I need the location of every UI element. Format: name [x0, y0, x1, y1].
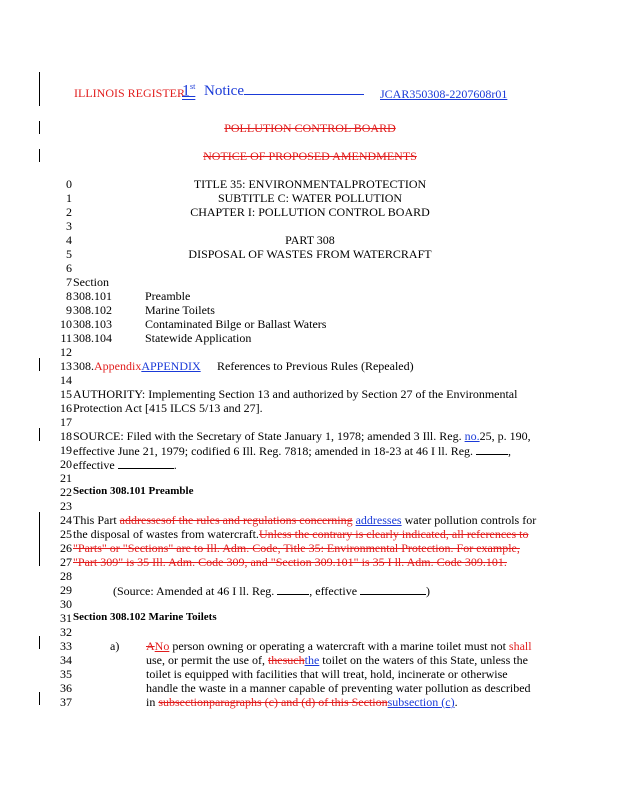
body-text: the disposal of wastes from watercraft.: [73, 527, 259, 541]
change-bar: [39, 72, 40, 106]
notice-underline: [244, 83, 364, 95]
line-number: 27: [60, 555, 72, 569]
inserted-text: APPENDIX: [141, 359, 201, 373]
source-line: effective June 21, 1979; codified 6 Ill. Reg. 7818; amended in 18-23 at 46 I ll. Reg. ,: [73, 444, 512, 458]
line-number: 17: [60, 415, 72, 429]
body-text: .: [454, 695, 458, 709]
title-line: TITLE 35: ENVIRONMENTALPROTECTION: [193, 177, 427, 191]
source-text: 25, p. 190,: [479, 429, 531, 443]
board-name: POLLUTION CONTROL BOARD: [224, 121, 396, 135]
deleted-text: addressesof the rules and regulations concerning: [119, 513, 353, 527]
deleted-text: "Part 309" is 35 Ill. Adm. Code 309, and "Section 309.101" is 35 I ll. Adm. Code 309.101.: [73, 555, 507, 569]
line-number: 24: [60, 513, 72, 527]
inserted-text: no.: [464, 429, 480, 443]
toc-item-number: 308.101: [73, 289, 112, 303]
sec102-line: [146, 653, 528, 668]
toc-item-name: Preamble: [145, 289, 191, 303]
notice-word: Notice: [204, 83, 244, 99]
line-number: 35: [60, 667, 72, 681]
sec102-line: [146, 639, 532, 654]
chapter-line: CHAPTER I: POLLUTION CONTROL BOARD: [190, 205, 430, 219]
blank-field: [476, 443, 508, 455]
authority-line: Protection Act [415 ILCS 5/13 and 27].: [73, 401, 263, 415]
inserted-text: subsection (c): [387, 695, 455, 709]
notice-marker: [182, 82, 195, 100]
body-text: toilet on the waters of this State, unless the: [322, 653, 528, 667]
line-number: 8: [66, 289, 72, 303]
line-number: 9: [66, 303, 72, 317]
change-bar: [39, 121, 40, 134]
body-text: ): [426, 584, 431, 598]
line-number: 14: [60, 373, 72, 387]
line-number: 16: [60, 401, 72, 415]
body-text: in: [146, 695, 156, 709]
inserted-text: the: [304, 653, 320, 667]
sec101-line: [73, 513, 536, 528]
line-number: 3: [66, 219, 72, 233]
item-label: a): [110, 639, 120, 653]
line-number: 33: [60, 639, 72, 653]
line-number: 36: [60, 681, 72, 695]
toc-item-number: 308.103: [73, 317, 112, 331]
body-text: , effective: [309, 584, 358, 598]
line-number: 1: [66, 191, 72, 205]
sec102-line: handle the waste in a manner capable of preventing water pollution as described: [146, 681, 531, 695]
change-bar: [39, 149, 40, 162]
line-number: 25: [60, 527, 72, 541]
deleted-text: thesuch: [267, 653, 305, 667]
deleted-text: "Parts" or "Sections" are to Ill. Adm. Code, Title 35: Environmental Protection. For example,: [73, 541, 520, 555]
toc-item-number: 308.102: [73, 303, 112, 317]
line-number: 11: [60, 331, 72, 345]
toc-item-name: Marine Toilets: [145, 303, 215, 317]
toc-item-name: Statewide Application: [145, 331, 252, 345]
toc-section-label: Section: [73, 275, 109, 289]
deleted-text: A: [146, 639, 155, 653]
body-text: person owning or operating a watercraft with a marine toilet must not: [172, 639, 506, 653]
line-number: 15: [60, 387, 72, 401]
sec101-source-note: [113, 583, 430, 599]
deleted-text: subsectionparagraphs (c) and (d) of this Section: [158, 695, 388, 709]
register-name: ILLINOIS REGISTER: [74, 86, 185, 100]
sec102-line: [146, 695, 458, 710]
toc-appendix: [73, 359, 201, 374]
line-number: 4: [66, 233, 72, 247]
inserted-text: No: [154, 639, 170, 653]
line-number: 18: [60, 429, 72, 443]
line-number: 12: [60, 345, 72, 359]
line-number: 28: [60, 569, 72, 583]
subtitle-line: SUBTITLE C: WATER POLLUTION: [217, 191, 403, 205]
source-text: SOURCE: Filed with the Secretary of State January 1, 1978; amended 3 Ill. Reg.: [73, 429, 462, 443]
notice-heading: NOTICE OF PROPOSED AMENDMENTS: [203, 149, 417, 163]
line-number: 26: [60, 541, 72, 555]
body-text: use, or permit the use of,: [146, 653, 265, 667]
blank-field: [360, 583, 426, 595]
notice-marker-number: 1: [182, 82, 190, 100]
body-text: water pollution controls for: [404, 513, 537, 527]
toc-appendix-name: References to Previous Rules (Repealed): [217, 359, 414, 373]
line-number: 0: [66, 177, 72, 191]
line-number: 19: [60, 443, 72, 457]
line-number: 22: [60, 485, 72, 499]
line-number: 6: [66, 261, 72, 275]
source-text: effective June 21, 1979; codified 6 Ill. Reg. 7818; amended in 18-23 at 46 I ll. Reg.: [73, 444, 474, 458]
inserted-text: addresses: [355, 513, 402, 527]
jcar-code: JCAR350308-2207608r01: [380, 87, 508, 101]
line-number: 30: [60, 597, 72, 611]
line-number: 32: [60, 625, 72, 639]
toc-item-name: Contaminated Bilge or Ballast Waters: [145, 317, 327, 331]
section-heading: Section 308.102 Marine Toilets: [73, 611, 217, 623]
toc-item-number: 308.104: [73, 331, 112, 345]
body-text: This Part: [73, 513, 117, 527]
line-number: 21: [60, 471, 72, 485]
deleted-text: Appendix: [94, 359, 142, 373]
line-number: 34: [60, 653, 72, 667]
inserted-text: shall: [508, 639, 532, 653]
authority-line: AUTHORITY: Implementing Section 13 and authorized by Section 27 of the Environmental: [73, 387, 518, 401]
section-heading: Section 308.101 Preamble: [73, 485, 194, 497]
sec102-line: toilet is equipped with facilities that will treat, hold, incinerate or otherwise: [146, 667, 508, 681]
line-number: 29: [60, 583, 72, 597]
blank-field: [277, 583, 309, 595]
source-line: [73, 429, 531, 444]
deleted-text: Unless the contrary is clearly indicated, all references to: [258, 527, 529, 541]
notice-title: [204, 83, 364, 100]
line-number: 10: [60, 317, 72, 331]
notice-marker-sup: st: [190, 82, 196, 91]
part-line: PART 308: [285, 233, 335, 247]
source-line: effective .: [73, 458, 177, 472]
line-number: 37: [60, 695, 72, 709]
line-number: 13: [60, 359, 72, 373]
body-text: (Source: Amended at 46 I ll. Reg.: [113, 584, 275, 598]
sec101-line: [73, 527, 529, 542]
line-number: 7: [66, 275, 72, 289]
blank-field: [118, 457, 174, 469]
line-number: 5: [66, 247, 72, 261]
line-number: 31: [60, 611, 72, 625]
line-number: 20: [60, 457, 72, 471]
line-number: 23: [60, 499, 72, 513]
toc-appendix-number: 308.: [73, 359, 94, 373]
part-name-line: DISPOSAL OF WASTES FROM WATERCRAFT: [188, 247, 432, 261]
line-number: 2: [66, 205, 72, 219]
source-text: effective: [73, 458, 115, 472]
